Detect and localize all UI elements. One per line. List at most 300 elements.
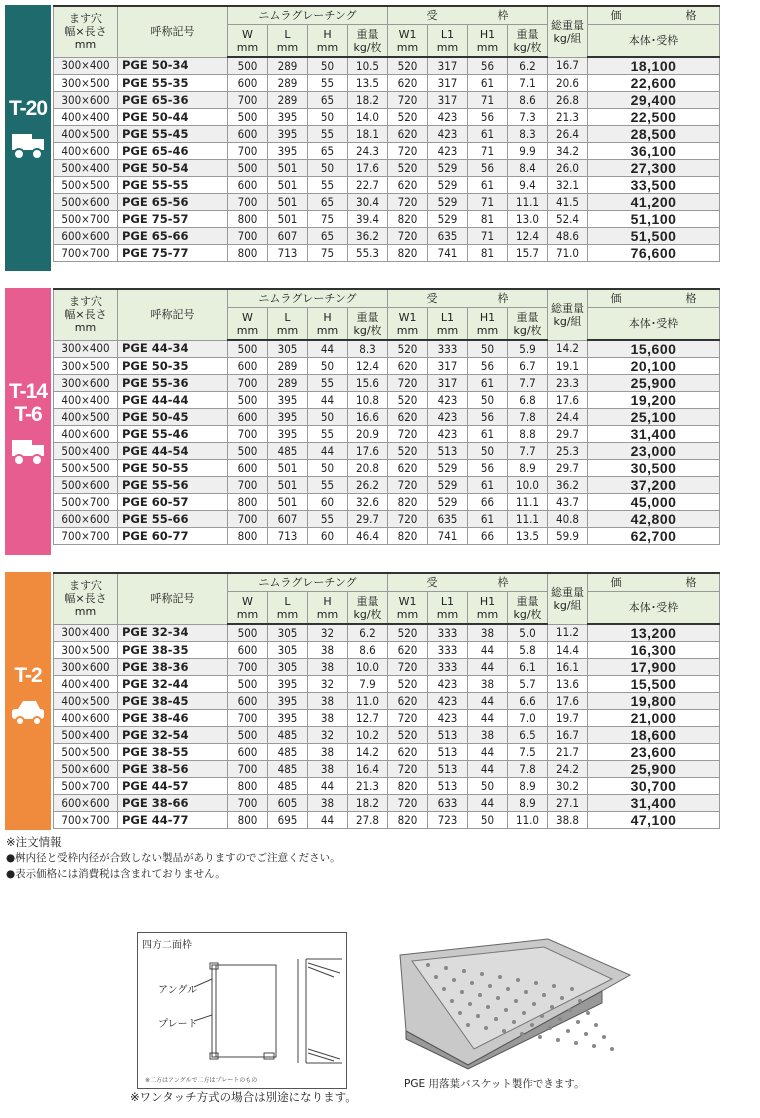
weight-header bbox=[348, 308, 388, 341]
total-weight-cell: 26.4 bbox=[548, 126, 588, 143]
weight-cell: 39.4 bbox=[348, 211, 388, 228]
w-cell: 500 bbox=[228, 392, 268, 409]
l1-cell: 317 bbox=[428, 75, 468, 92]
hole-size-header-text: mm bbox=[74, 321, 97, 335]
w-cell: 800 bbox=[228, 812, 268, 829]
w-cell: 700 bbox=[228, 477, 268, 494]
price-cell: 28,500 bbox=[588, 126, 720, 143]
load-class-label: T-2 bbox=[14, 664, 42, 687]
h1-cell: 61 bbox=[468, 126, 508, 143]
w-cell: 700 bbox=[228, 511, 268, 528]
h1-cell: 81 bbox=[468, 211, 508, 228]
weight-cell: 14.0 bbox=[348, 109, 388, 126]
h1-header-text: H1 bbox=[479, 594, 496, 608]
frame-weight-cell: 8.9 bbox=[508, 778, 548, 795]
l-cell: 501 bbox=[268, 211, 308, 228]
h1-cell: 61 bbox=[468, 511, 508, 528]
frame-weight-cell: 7.7 bbox=[508, 375, 548, 392]
frame-group-left: 受 bbox=[426, 292, 438, 305]
l-cell: 289 bbox=[268, 358, 308, 375]
w-cell: 500 bbox=[228, 109, 268, 126]
total-weight-cell: 17.6 bbox=[548, 392, 588, 409]
h1-cell: 50 bbox=[468, 778, 508, 795]
w1-cell: 620 bbox=[388, 126, 428, 143]
l1-header bbox=[428, 592, 468, 625]
frame-group-header bbox=[388, 573, 548, 592]
table-row bbox=[54, 443, 720, 460]
total-weight-cell: 29.7 bbox=[548, 426, 588, 443]
code-header-text: 呼称記号 bbox=[150, 308, 195, 322]
w-cell: 600 bbox=[228, 126, 268, 143]
w1-cell: 720 bbox=[388, 92, 428, 109]
table-row bbox=[54, 143, 720, 160]
w1-cell: 720 bbox=[388, 761, 428, 778]
weight-cell: 24.3 bbox=[348, 143, 388, 160]
price-sub-header-text: 本体･受枠 bbox=[628, 601, 679, 614]
total-weight-header-text: kg/組 bbox=[553, 314, 582, 328]
total-weight-header-text: kg/組 bbox=[553, 598, 582, 612]
w-header bbox=[228, 308, 268, 341]
frame-weight-cell: 5.7 bbox=[508, 676, 548, 693]
l1-cell: 741 bbox=[428, 528, 468, 545]
w1-cell: 720 bbox=[388, 194, 428, 211]
frame-drawing bbox=[138, 933, 346, 1088]
total-weight-cell: 52.4 bbox=[548, 211, 588, 228]
hole-size-cell: 300×400 bbox=[54, 57, 118, 75]
l-cell: 289 bbox=[268, 92, 308, 109]
weight-cell: 10.5 bbox=[348, 57, 388, 75]
l1-cell: 529 bbox=[428, 211, 468, 228]
hole-size-cell: 300×400 bbox=[54, 340, 118, 358]
total-weight-cell: 11.2 bbox=[548, 624, 588, 642]
frame-weight-cell: 5.9 bbox=[508, 340, 548, 358]
h1-cell: 44 bbox=[468, 710, 508, 727]
h-cell: 55 bbox=[308, 75, 348, 92]
code-cell: PGE 44-57 bbox=[118, 778, 228, 795]
code-cell: PGE 44-77 bbox=[118, 812, 228, 829]
h1-cell: 61 bbox=[468, 426, 508, 443]
l1-cell: 317 bbox=[428, 358, 468, 375]
frame-group-header bbox=[388, 289, 548, 308]
h-header-text: mm bbox=[316, 40, 339, 54]
weight-header-text: 重量 bbox=[356, 310, 379, 324]
l-cell: 695 bbox=[268, 812, 308, 829]
table-row bbox=[54, 126, 720, 143]
hole-size-cell: 500×600 bbox=[54, 194, 118, 211]
frame-weight-cell: 7.1 bbox=[508, 75, 548, 92]
l-cell: 501 bbox=[268, 460, 308, 477]
w1-cell: 720 bbox=[388, 375, 428, 392]
table-row bbox=[54, 778, 720, 795]
hole-size-cell: 500×400 bbox=[54, 160, 118, 177]
total-weight-cell: 16.7 bbox=[548, 727, 588, 744]
price-cell: 22,600 bbox=[588, 75, 720, 92]
l1-cell: 633 bbox=[428, 795, 468, 812]
h-cell: 44 bbox=[308, 443, 348, 460]
price-cell: 31,400 bbox=[588, 426, 720, 443]
total-weight-cell: 48.6 bbox=[548, 228, 588, 245]
hole-size-cell: 500×400 bbox=[54, 443, 118, 460]
code-cell: PGE 38-35 bbox=[118, 642, 228, 659]
spec-table bbox=[53, 5, 720, 262]
table-row bbox=[54, 693, 720, 710]
frame-diagram bbox=[137, 932, 347, 1089]
frame-group-left: 受 bbox=[426, 576, 438, 589]
hole-size-cell: 700×700 bbox=[54, 812, 118, 829]
frame-weight-cell: 8.4 bbox=[508, 160, 548, 177]
w1-header-text: W1 bbox=[398, 27, 417, 41]
l1-cell: 635 bbox=[428, 511, 468, 528]
weight-cell: 15.6 bbox=[348, 375, 388, 392]
w-cell: 600 bbox=[228, 409, 268, 426]
w-cell: 500 bbox=[228, 57, 268, 75]
w-cell: 800 bbox=[228, 778, 268, 795]
l-cell: 289 bbox=[268, 57, 308, 75]
w1-cell: 820 bbox=[388, 245, 428, 262]
h-cell: 38 bbox=[308, 710, 348, 727]
diagram-footnote: ※二方はアングルで二方はプレートのもの bbox=[145, 1077, 258, 1084]
frame-weight-cell: 6.2 bbox=[508, 57, 548, 75]
code-cell: PGE 38-55 bbox=[118, 744, 228, 761]
fweight-header-text: kg/枚 bbox=[513, 323, 542, 337]
weight-cell: 11.0 bbox=[348, 693, 388, 710]
table-row bbox=[54, 727, 720, 744]
table-row bbox=[54, 392, 720, 409]
grating-group-header-text: ニムラグレーチング bbox=[258, 576, 357, 589]
h1-header bbox=[468, 25, 508, 58]
w1-header-text: W1 bbox=[398, 594, 417, 608]
frame-weight-cell: 7.7 bbox=[508, 443, 548, 460]
hole-size-header bbox=[54, 6, 118, 57]
price-section bbox=[5, 5, 756, 271]
l-cell: 395 bbox=[268, 126, 308, 143]
price-left: 価 bbox=[610, 576, 622, 589]
w-header bbox=[228, 592, 268, 625]
code-cell: PGE 50-45 bbox=[118, 409, 228, 426]
h-cell: 75 bbox=[308, 245, 348, 262]
w-header-text: mm bbox=[236, 607, 259, 621]
l1-cell: 529 bbox=[428, 477, 468, 494]
price-cell: 18,100 bbox=[588, 57, 720, 75]
h-header-text: H bbox=[323, 594, 332, 608]
h1-cell: 56 bbox=[468, 460, 508, 477]
weight-cell: 20.8 bbox=[348, 460, 388, 477]
fweight-header-text: 重量 bbox=[516, 27, 539, 41]
w-cell: 700 bbox=[228, 194, 268, 211]
h-header bbox=[308, 25, 348, 58]
h-cell: 50 bbox=[308, 57, 348, 75]
h1-cell: 56 bbox=[468, 109, 508, 126]
w1-header bbox=[388, 592, 428, 625]
total-weight-header bbox=[548, 289, 588, 340]
h1-cell: 44 bbox=[468, 744, 508, 761]
table-row bbox=[54, 75, 720, 92]
l-header-text: L bbox=[284, 27, 291, 41]
hole-size-header bbox=[54, 289, 118, 340]
w1-cell: 720 bbox=[388, 477, 428, 494]
weight-cell: 32.6 bbox=[348, 494, 388, 511]
l-cell: 485 bbox=[268, 443, 308, 460]
table-row bbox=[54, 177, 720, 194]
hole-size-header-text: 幅×長さ bbox=[64, 592, 107, 606]
weight-cell: 12.7 bbox=[348, 710, 388, 727]
table-row bbox=[54, 109, 720, 126]
w-header bbox=[228, 25, 268, 58]
price-cell: 30,700 bbox=[588, 778, 720, 795]
h1-cell: 38 bbox=[468, 727, 508, 744]
weight-cell: 6.2 bbox=[348, 624, 388, 642]
order-notes bbox=[6, 834, 341, 882]
frame-weight-cell: 11.1 bbox=[508, 194, 548, 211]
h1-cell: 61 bbox=[468, 177, 508, 194]
w-cell: 500 bbox=[228, 340, 268, 358]
hole-size-cell: 500×500 bbox=[54, 460, 118, 477]
frame-group-left: 受 bbox=[426, 9, 438, 22]
total-weight-header-text: 総重量 bbox=[551, 18, 584, 32]
table-row bbox=[54, 624, 720, 642]
price-cell: 22,500 bbox=[588, 109, 720, 126]
price-cell: 21,000 bbox=[588, 710, 720, 727]
l-cell: 501 bbox=[268, 477, 308, 494]
hole-size-header-text: 幅×長さ bbox=[64, 308, 107, 322]
load-class-label: T-20 bbox=[8, 97, 48, 120]
w-cell: 600 bbox=[228, 358, 268, 375]
hole-size-header-text: ます穴 bbox=[69, 295, 102, 309]
w1-cell: 620 bbox=[388, 744, 428, 761]
total-weight-cell: 40.8 bbox=[548, 511, 588, 528]
weight-cell: 8.6 bbox=[348, 642, 388, 659]
table-row bbox=[54, 659, 720, 676]
w-cell: 500 bbox=[228, 727, 268, 744]
h1-cell: 66 bbox=[468, 528, 508, 545]
total-weight-cell: 25.3 bbox=[548, 443, 588, 460]
price-cell: 41,200 bbox=[588, 194, 720, 211]
notes-title: ※注文情報 bbox=[6, 835, 62, 849]
frame-group-right: 枠 bbox=[497, 576, 509, 589]
l-header-text: mm bbox=[276, 40, 299, 54]
table-row bbox=[54, 477, 720, 494]
weight-cell: 18.2 bbox=[348, 795, 388, 812]
w-header-text: W bbox=[242, 310, 253, 324]
hole-size-cell: 500×600 bbox=[54, 761, 118, 778]
h-header bbox=[308, 308, 348, 341]
hole-size-cell: 400×500 bbox=[54, 126, 118, 143]
code-cell: PGE 44-44 bbox=[118, 392, 228, 409]
w-header-text: mm bbox=[236, 40, 259, 54]
h-cell: 65 bbox=[308, 143, 348, 160]
total-weight-cell: 23.3 bbox=[548, 375, 588, 392]
notes-line: ●表示価格には消費税は含まれておりません。 bbox=[6, 868, 226, 880]
h1-header bbox=[468, 592, 508, 625]
price-cell: 31,400 bbox=[588, 795, 720, 812]
frame-weight-cell: 7.0 bbox=[508, 710, 548, 727]
l1-cell: 423 bbox=[428, 426, 468, 443]
code-cell: PGE 32-34 bbox=[118, 624, 228, 642]
weight-cell: 17.6 bbox=[348, 160, 388, 177]
h1-cell: 44 bbox=[468, 642, 508, 659]
w-cell: 700 bbox=[228, 659, 268, 676]
w-cell: 600 bbox=[228, 642, 268, 659]
code-cell: PGE 55-36 bbox=[118, 375, 228, 392]
grating-group-header bbox=[228, 6, 388, 25]
price-cell: 13,200 bbox=[588, 624, 720, 642]
price-cell: 15,500 bbox=[588, 676, 720, 693]
h-cell: 60 bbox=[308, 494, 348, 511]
price-right: 格 bbox=[685, 576, 697, 589]
total-weight-cell: 43.7 bbox=[548, 494, 588, 511]
w1-cell: 620 bbox=[388, 460, 428, 477]
h1-cell: 50 bbox=[468, 812, 508, 829]
total-weight-header-text: kg/組 bbox=[553, 31, 582, 45]
code-cell: PGE 50-54 bbox=[118, 160, 228, 177]
h-header-text: H bbox=[323, 310, 332, 324]
h-cell: 38 bbox=[308, 795, 348, 812]
h-cell: 38 bbox=[308, 659, 348, 676]
load-class-band bbox=[5, 288, 51, 555]
w1-cell: 720 bbox=[388, 228, 428, 245]
grating-group-header-text: ニムラグレーチング bbox=[258, 9, 357, 22]
w-cell: 500 bbox=[228, 160, 268, 177]
l-cell: 501 bbox=[268, 177, 308, 194]
hole-size-header bbox=[54, 573, 118, 624]
l1-cell: 423 bbox=[428, 676, 468, 693]
price-cell: 51,100 bbox=[588, 211, 720, 228]
l-header bbox=[268, 25, 308, 58]
hole-size-cell: 600×600 bbox=[54, 511, 118, 528]
l1-cell: 317 bbox=[428, 375, 468, 392]
price-cell: 17,900 bbox=[588, 659, 720, 676]
l1-cell: 423 bbox=[428, 409, 468, 426]
table-row bbox=[54, 795, 720, 812]
l1-cell: 333 bbox=[428, 340, 468, 358]
weight-cell: 13.5 bbox=[348, 75, 388, 92]
w1-cell: 520 bbox=[388, 57, 428, 75]
l1-cell: 333 bbox=[428, 642, 468, 659]
w-cell: 800 bbox=[228, 211, 268, 228]
hole-size-cell: 300×400 bbox=[54, 624, 118, 642]
h-cell: 55 bbox=[308, 426, 348, 443]
hole-size-cell: 600×600 bbox=[54, 795, 118, 812]
weight-cell: 30.4 bbox=[348, 194, 388, 211]
l-cell: 395 bbox=[268, 426, 308, 443]
l-header-text: L bbox=[284, 310, 291, 324]
l-cell: 607 bbox=[268, 511, 308, 528]
total-weight-cell: 14.2 bbox=[548, 340, 588, 358]
frame-weight-cell: 8.6 bbox=[508, 92, 548, 109]
price-cell: 16,300 bbox=[588, 642, 720, 659]
l-header-text: L bbox=[284, 594, 291, 608]
weight-cell: 10.0 bbox=[348, 659, 388, 676]
l1-cell: 635 bbox=[428, 228, 468, 245]
l-cell: 501 bbox=[268, 194, 308, 211]
l-cell: 395 bbox=[268, 710, 308, 727]
hole-size-cell: 400×600 bbox=[54, 426, 118, 443]
weight-header bbox=[348, 25, 388, 58]
l1-cell: 423 bbox=[428, 143, 468, 160]
h1-cell: 56 bbox=[468, 358, 508, 375]
fweight-header bbox=[508, 25, 548, 58]
w-cell: 700 bbox=[228, 795, 268, 812]
weight-cell: 16.6 bbox=[348, 409, 388, 426]
table-row bbox=[54, 761, 720, 778]
h-header-text: H bbox=[323, 27, 332, 41]
price-cell: 33,500 bbox=[588, 177, 720, 194]
fweight-header bbox=[508, 308, 548, 341]
l-cell: 395 bbox=[268, 109, 308, 126]
w1-cell: 820 bbox=[388, 211, 428, 228]
table-row bbox=[54, 676, 720, 693]
h-cell: 55 bbox=[308, 126, 348, 143]
hole-size-cell: 500×700 bbox=[54, 494, 118, 511]
h1-cell: 44 bbox=[468, 795, 508, 812]
code-header bbox=[118, 289, 228, 340]
code-cell: PGE 44-34 bbox=[118, 340, 228, 358]
weight-header-text: kg/枚 bbox=[353, 607, 382, 621]
total-weight-cell: 14.4 bbox=[548, 642, 588, 659]
total-weight-cell: 19.1 bbox=[548, 358, 588, 375]
hole-size-cell: 400×400 bbox=[54, 676, 118, 693]
basket-photo bbox=[398, 935, 633, 1070]
total-weight-cell: 38.8 bbox=[548, 812, 588, 829]
frame-weight-cell: 7.8 bbox=[508, 761, 548, 778]
weight-cell: 46.4 bbox=[348, 528, 388, 545]
h1-cell: 71 bbox=[468, 194, 508, 211]
hole-size-cell: 500×500 bbox=[54, 177, 118, 194]
price-section bbox=[5, 572, 756, 830]
code-cell: PGE 60-77 bbox=[118, 528, 228, 545]
code-cell: PGE 55-56 bbox=[118, 477, 228, 494]
h-cell: 44 bbox=[308, 392, 348, 409]
w-cell: 800 bbox=[228, 494, 268, 511]
hole-size-cell: 400×500 bbox=[54, 409, 118, 426]
weight-cell: 14.2 bbox=[348, 744, 388, 761]
weight-header-text: kg/枚 bbox=[353, 40, 382, 54]
frame-weight-cell: 7.5 bbox=[508, 744, 548, 761]
frame-weight-cell: 11.0 bbox=[508, 812, 548, 829]
h1-cell: 50 bbox=[468, 340, 508, 358]
l1-cell: 423 bbox=[428, 710, 468, 727]
h1-cell: 44 bbox=[468, 761, 508, 778]
total-weight-cell: 27.1 bbox=[548, 795, 588, 812]
total-weight-cell: 21.7 bbox=[548, 744, 588, 761]
l1-cell: 423 bbox=[428, 693, 468, 710]
h1-cell: 81 bbox=[468, 245, 508, 262]
code-cell: PGE 65-56 bbox=[118, 194, 228, 211]
frame-weight-cell: 5.8 bbox=[508, 642, 548, 659]
w-cell: 700 bbox=[228, 426, 268, 443]
code-cell: PGE 32-44 bbox=[118, 676, 228, 693]
l1-cell: 513 bbox=[428, 778, 468, 795]
price-cell: 23,600 bbox=[588, 744, 720, 761]
l1-cell: 513 bbox=[428, 761, 468, 778]
l-header-text: mm bbox=[276, 323, 299, 337]
w-cell: 500 bbox=[228, 624, 268, 642]
total-weight-cell: 26.0 bbox=[548, 160, 588, 177]
table-row bbox=[54, 528, 720, 545]
table-row bbox=[54, 245, 720, 262]
hole-size-cell: 300×600 bbox=[54, 375, 118, 392]
hole-size-cell: 300×500 bbox=[54, 358, 118, 375]
hole-size-cell: 400×400 bbox=[54, 109, 118, 126]
fweight-header bbox=[508, 592, 548, 625]
w1-header-text: mm bbox=[396, 323, 419, 337]
code-cell: PGE 55-55 bbox=[118, 177, 228, 194]
weight-header bbox=[348, 592, 388, 625]
l-cell: 485 bbox=[268, 744, 308, 761]
price-cell: 20,100 bbox=[588, 358, 720, 375]
price-cell: 25,100 bbox=[588, 409, 720, 426]
w1-cell: 720 bbox=[388, 511, 428, 528]
